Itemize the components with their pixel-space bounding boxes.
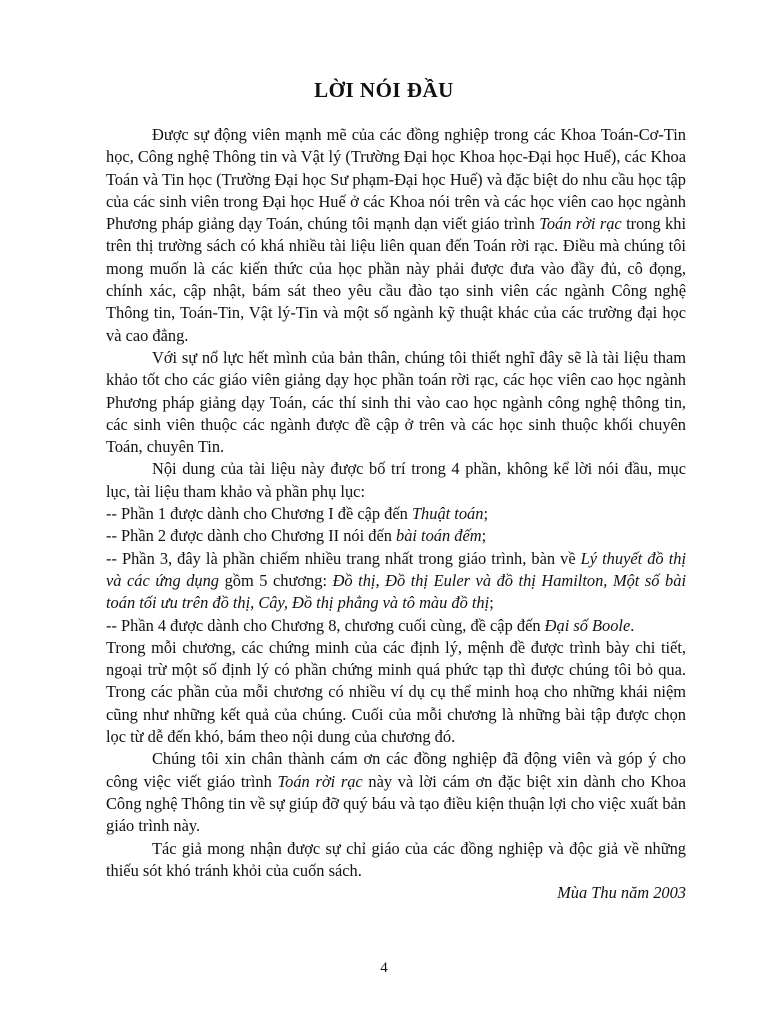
list-item-3-emphasis-2: Đồ thị, Đồ thị Euler và đồ thị Hamilton, Một số bài toán tối ưu trên đồ thị, Cây, Đồ thị phẳng và tô màu đồ thị bbox=[106, 570, 686, 613]
list-item-1-end: ; bbox=[483, 504, 488, 524]
paragraph-4: Trong mỗi chương, các chứng minh của các định lý, mệnh đề được trình bày chi tiết, ngoại trừ một số định lý có phần chứng minh quá phức tạp thì được chúng tôi bỏ qua. Trong các phần của mỗi chương có nhiều ví dụ cụ thể minh hoạ cho những khái niệm cũng như những kết quả của chúng. Cuối của mỗi chương là những bài tập được chọn lọc từ dễ đến khó, bám theo nội dung của chương đó. bbox=[106, 637, 686, 747]
paragraph-5-text: Chúng tôi xin chân thành cám ơn các đồng nghiệp đã động viên và góp ý cho công việc viết giáo trình bbox=[106, 749, 686, 791]
paragraph-1-emphasis: Toán rời rạc bbox=[539, 214, 622, 234]
list-item-3-mid: gồm 5 chương: bbox=[219, 570, 333, 590]
list-item-part-1 bbox=[106, 503, 686, 525]
paragraph-1-text: Được sự động viên mạnh mẽ của các đồng nghiệp trong các Khoa Toán-Cơ-Tin học, Công nghệ Thông tin và Vật lý (Trường Đại học Khoa học-Đại học Huế), các Khoa Toán và Tin học (Trường Đại học Sư phạm-Đại học Huế) và đặc biệt do nhu cầu học tập của các sinh viên trong Đại học Huế ở các Khoa nói trên và các học viên cao học ngành Phương pháp giảng dạy Toán, chúng tôi mạnh dạn viết giáo trình bbox=[106, 125, 686, 234]
list-item-2-emphasis: bài toán đếm bbox=[396, 526, 482, 546]
list-item-part-2 bbox=[106, 525, 686, 547]
list-item-3-text: -- Phần 3, đây là phần chiếm nhiều trang nhất trong giáo trình, bàn về bbox=[106, 548, 581, 568]
paragraph-2: Với sự nổ lực hết mình của bản thân, chúng tôi thiết nghĩ đây sẽ là tài liệu tham khảo tốt cho các giáo viên giảng dạy học phần toán rời rạc, các học viên cao học ngành Phương pháp giảng dạy Toán, các thí sinh thi vào cao học ngành công nghệ thông tin, các sinh viên thuộc các ngành được đề cập ở trên và các học sinh thuộc khối chuyên Toán, chuyên Tin. bbox=[106, 347, 686, 457]
list-item-3-end: ; bbox=[489, 593, 494, 613]
list-item-1-text: -- Phần 1 được dành cho Chương I đề cập đến bbox=[106, 504, 412, 524]
list-item-4-text: -- Phần 4 được dành cho Chương 8, chương cuối cùng, đề cập đến bbox=[106, 615, 545, 635]
list-item-4-emphasis: Đại số Boole bbox=[544, 615, 631, 635]
list-item-4-end: . bbox=[630, 615, 635, 635]
list-item-3-emphasis-1: Lý thuyết đồ thị và các ứng dụng bbox=[106, 548, 686, 590]
list-item-2-end: ; bbox=[481, 526, 487, 546]
list-item-part-4 bbox=[106, 615, 686, 637]
paragraph-5-emphasis: Toán rời rạc bbox=[277, 771, 363, 791]
paragraph-3: Nội dung của tài liệu này được bố trí trong 4 phần, không kể lời nói đầu, mục lục, tài liệu tham khảo và phần phụ lục: bbox=[106, 459, 686, 501]
paragraph-5-end: này và lời cám ơn đặc biệt xin dành cho Khoa Công nghệ Thông tin về sự giúp đỡ quý báu và tạo điều kiện thuận lợi cho việc xuất bản giáo trình này. bbox=[106, 771, 687, 836]
paragraph-6: Tác giả mong nhận được sự chỉ giáo của các đồng nghiệp và độc giả về những thiếu sót khó tránh khỏi của cuốn sách. bbox=[106, 838, 686, 880]
list-item-2-text: -- Phần 2 được dành cho Chương II nói đến bbox=[106, 526, 397, 546]
page-title: LỜI NÓI ĐẦU bbox=[314, 78, 454, 102]
page-number: 4 bbox=[380, 960, 388, 976]
list-item-part-3 bbox=[106, 548, 686, 615]
signature-date: Mùa Thu năm 2003 bbox=[557, 883, 686, 903]
list-item-1-emphasis: Thuật toán bbox=[411, 504, 484, 524]
paragraph-1-end: trong khi trên thị trường sách có khá nhiều tài liệu liên quan đến Toán rời rạc. Điều mà chúng tôi mong muốn là các kiến thức của học phần này phải được đưa vào đầy đủ, cô đọng, chính xác, cập nhật, bám sát theo yêu cầu đào tạo sinh viên các ngành Công nghệ Thông tin, Toán-Tin, Vật lý-Tin và một số ngành kỹ thuật khác của các trường đại học và cao đẳng. bbox=[106, 214, 686, 345]
paragraph-5 bbox=[106, 748, 686, 837]
paragraph-1 bbox=[106, 124, 686, 347]
document-body bbox=[106, 124, 686, 904]
